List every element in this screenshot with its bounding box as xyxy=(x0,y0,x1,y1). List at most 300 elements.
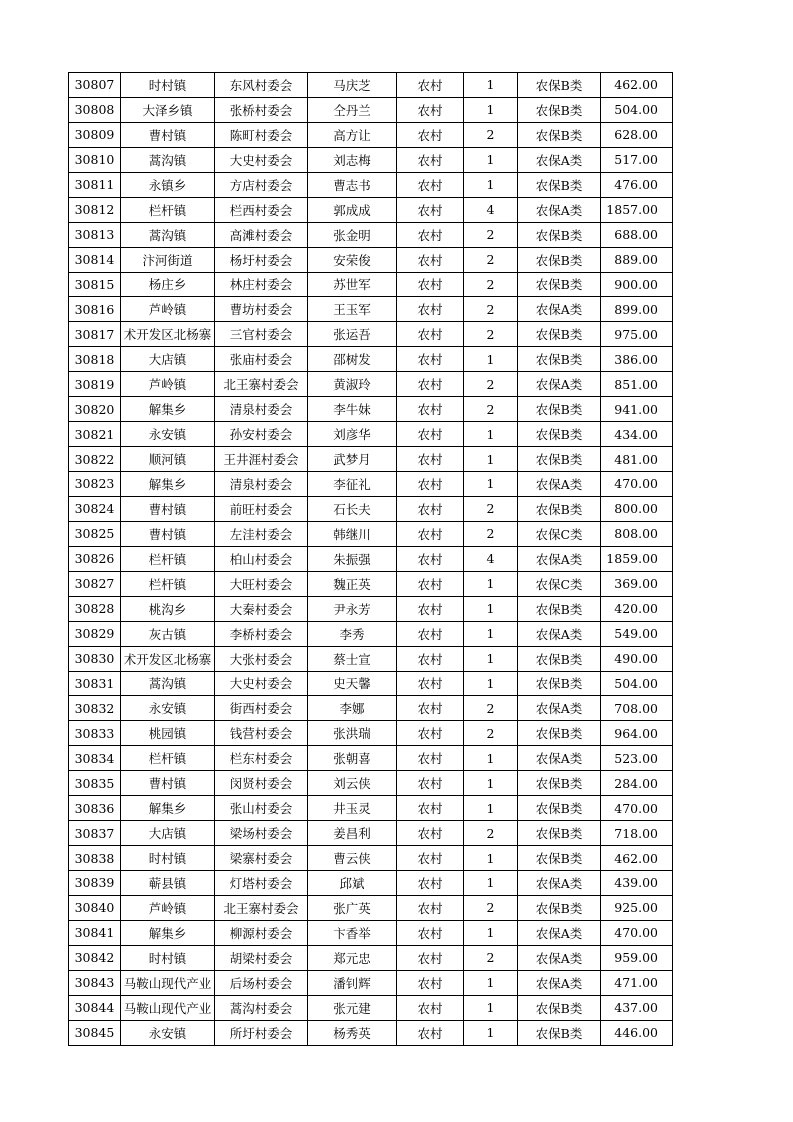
insurance-category-cell: 农保B类 xyxy=(518,247,601,272)
table-row xyxy=(69,197,673,222)
household-size-cell: 2 xyxy=(464,945,518,970)
record-id-cell: 30832 xyxy=(69,696,121,721)
town-cell: 永安镇 xyxy=(121,422,215,447)
person-name-cell: 李娜 xyxy=(308,696,397,721)
village-committee-cell: 林庄村委会 xyxy=(215,272,308,297)
table-row xyxy=(69,596,673,621)
household-size-cell: 4 xyxy=(464,197,518,222)
person-name-cell: 潘钊辉 xyxy=(308,970,397,995)
table-row xyxy=(69,447,673,472)
table-row xyxy=(69,821,673,846)
household-size-cell: 2 xyxy=(464,122,518,147)
amount-cell: 800.00 xyxy=(601,496,673,521)
table-row xyxy=(69,621,673,646)
person-name-cell: 石长夫 xyxy=(308,496,397,521)
amount-cell: 964.00 xyxy=(601,721,673,746)
town-cell: 芦岭镇 xyxy=(121,297,215,322)
insurance-category-cell: 农保A类 xyxy=(518,970,601,995)
household-type-cell: 农村 xyxy=(397,97,464,122)
village-committee-cell: 陈町村委会 xyxy=(215,122,308,147)
town-cell: 曹村镇 xyxy=(121,122,215,147)
record-id-cell: 30831 xyxy=(69,671,121,696)
amount-cell: 1859.00 xyxy=(601,546,673,571)
household-size-cell: 2 xyxy=(464,821,518,846)
person-name-cell: 史天馨 xyxy=(308,671,397,696)
town-cell: 栏杆镇 xyxy=(121,197,215,222)
village-committee-cell: 蒿沟村委会 xyxy=(215,995,308,1020)
table-row xyxy=(69,272,673,297)
person-name-cell: 王玉军 xyxy=(308,297,397,322)
amount-cell: 718.00 xyxy=(601,821,673,846)
record-id-cell: 30821 xyxy=(69,422,121,447)
insurance-category-cell: 农保A类 xyxy=(518,472,601,497)
household-size-cell: 4 xyxy=(464,546,518,571)
record-id-cell: 30824 xyxy=(69,496,121,521)
insurance-category-cell: 农保B类 xyxy=(518,347,601,372)
household-size-cell: 1 xyxy=(464,746,518,771)
household-type-cell: 农村 xyxy=(397,422,464,447)
record-id-cell: 30827 xyxy=(69,571,121,596)
household-size-cell: 1 xyxy=(464,621,518,646)
town-cell: 栏杆镇 xyxy=(121,746,215,771)
household-type-cell: 农村 xyxy=(397,546,464,571)
household-size-cell: 2 xyxy=(464,297,518,322)
household-type-cell: 农村 xyxy=(397,197,464,222)
insurance-category-cell: 农保A类 xyxy=(518,696,601,721)
village-committee-cell: 大张村委会 xyxy=(215,646,308,671)
household-size-cell: 1 xyxy=(464,846,518,871)
village-committee-cell: 北王寨村委会 xyxy=(215,895,308,920)
insurance-category-cell: 农保A类 xyxy=(518,372,601,397)
table-row xyxy=(69,871,673,896)
household-size-cell: 1 xyxy=(464,771,518,796)
person-name-cell: 郑元忠 xyxy=(308,945,397,970)
household-size-cell: 2 xyxy=(464,372,518,397)
household-type-cell: 农村 xyxy=(397,496,464,521)
amount-cell: 504.00 xyxy=(601,97,673,122)
table-row xyxy=(69,97,673,122)
amount-cell: 462.00 xyxy=(601,73,673,98)
household-type-cell: 农村 xyxy=(397,796,464,821)
town-cell: 曹村镇 xyxy=(121,521,215,546)
household-type-cell: 农村 xyxy=(397,521,464,546)
household-size-cell: 2 xyxy=(464,696,518,721)
household-size-cell: 1 xyxy=(464,646,518,671)
insurance-category-cell: 农保B类 xyxy=(518,846,601,871)
town-cell: 蕲县镇 xyxy=(121,871,215,896)
person-name-cell: 韩继川 xyxy=(308,521,397,546)
town-cell: 蒿沟镇 xyxy=(121,147,215,172)
record-id-cell: 30820 xyxy=(69,397,121,422)
person-name-cell: 张运吾 xyxy=(308,322,397,347)
household-size-cell: 1 xyxy=(464,571,518,596)
village-committee-cell: 左洼村委会 xyxy=(215,521,308,546)
village-committee-cell: 栏西村委会 xyxy=(215,197,308,222)
village-committee-cell: 后场村委会 xyxy=(215,970,308,995)
village-committee-cell: 清泉村委会 xyxy=(215,472,308,497)
amount-cell: 470.00 xyxy=(601,920,673,945)
town-cell: 时村镇 xyxy=(121,945,215,970)
household-type-cell: 农村 xyxy=(397,721,464,746)
household-type-cell: 农村 xyxy=(397,846,464,871)
amount-cell: 628.00 xyxy=(601,122,673,147)
amount-cell: 434.00 xyxy=(601,422,673,447)
village-committee-cell: 王井涯村委会 xyxy=(215,447,308,472)
amount-cell: 808.00 xyxy=(601,521,673,546)
household-size-cell: 1 xyxy=(464,1020,518,1045)
amount-cell: 549.00 xyxy=(601,621,673,646)
table-row xyxy=(69,372,673,397)
amount-cell: 470.00 xyxy=(601,796,673,821)
table-row xyxy=(69,122,673,147)
town-cell: 解集乡 xyxy=(121,397,215,422)
person-name-cell: 邱斌 xyxy=(308,871,397,896)
insurance-category-cell: 农保A类 xyxy=(518,871,601,896)
person-name-cell: 卞香举 xyxy=(308,920,397,945)
household-size-cell: 1 xyxy=(464,596,518,621)
table-row xyxy=(69,846,673,871)
record-id-cell: 30814 xyxy=(69,247,121,272)
person-name-cell: 武梦月 xyxy=(308,447,397,472)
person-name-cell: 刘彦华 xyxy=(308,422,397,447)
household-type-cell: 农村 xyxy=(397,272,464,297)
town-cell: 永镇乡 xyxy=(121,172,215,197)
village-committee-cell: 大秦村委会 xyxy=(215,596,308,621)
amount-cell: 439.00 xyxy=(601,871,673,896)
household-type-cell: 农村 xyxy=(397,147,464,172)
record-id-cell: 30823 xyxy=(69,472,121,497)
table-row xyxy=(69,571,673,596)
table-row xyxy=(69,172,673,197)
record-id-cell: 30812 xyxy=(69,197,121,222)
town-cell: 解集乡 xyxy=(121,472,215,497)
amount-cell: 688.00 xyxy=(601,222,673,247)
household-type-cell: 农村 xyxy=(397,895,464,920)
household-type-cell: 农村 xyxy=(397,671,464,696)
town-cell: 顺河镇 xyxy=(121,447,215,472)
insurance-category-cell: 农保C类 xyxy=(518,521,601,546)
town-cell: 大店镇 xyxy=(121,347,215,372)
table-row xyxy=(69,397,673,422)
insurance-category-cell: 农保B类 xyxy=(518,646,601,671)
record-id-cell: 30817 xyxy=(69,322,121,347)
village-committee-cell: 三官村委会 xyxy=(215,322,308,347)
household-size-cell: 2 xyxy=(464,272,518,297)
insurance-category-cell: 农保B类 xyxy=(518,596,601,621)
village-committee-cell: 梁场村委会 xyxy=(215,821,308,846)
village-committee-cell: 所圩村委会 xyxy=(215,1020,308,1045)
household-size-cell: 1 xyxy=(464,73,518,98)
person-name-cell: 安荣俊 xyxy=(308,247,397,272)
village-committee-cell: 街西村委会 xyxy=(215,696,308,721)
table-row xyxy=(69,970,673,995)
town-cell: 解集乡 xyxy=(121,796,215,821)
insurance-category-cell: 农保B类 xyxy=(518,322,601,347)
household-size-cell: 1 xyxy=(464,347,518,372)
record-id-cell: 30835 xyxy=(69,771,121,796)
record-id-cell: 30826 xyxy=(69,546,121,571)
record-id-cell: 30830 xyxy=(69,646,121,671)
village-committee-cell: 胡梁村委会 xyxy=(215,945,308,970)
village-committee-cell: 清泉村委会 xyxy=(215,397,308,422)
record-id-cell: 30845 xyxy=(69,1020,121,1045)
household-size-cell: 1 xyxy=(464,920,518,945)
person-name-cell: 郭成成 xyxy=(308,197,397,222)
insurance-category-cell: 农保B类 xyxy=(518,272,601,297)
household-type-cell: 农村 xyxy=(397,771,464,796)
household-size-cell: 2 xyxy=(464,721,518,746)
insurance-category-cell: 农保A类 xyxy=(518,546,601,571)
record-id-cell: 30825 xyxy=(69,521,121,546)
person-name-cell: 张金明 xyxy=(308,222,397,247)
record-id-cell: 30828 xyxy=(69,596,121,621)
household-type-cell: 农村 xyxy=(397,472,464,497)
village-committee-cell: 梁寨村委会 xyxy=(215,846,308,871)
table-row xyxy=(69,1020,673,1045)
household-type-cell: 农村 xyxy=(397,920,464,945)
table-row xyxy=(69,546,673,571)
insurance-category-cell: 农保C类 xyxy=(518,571,601,596)
household-size-cell: 1 xyxy=(464,871,518,896)
amount-cell: 284.00 xyxy=(601,771,673,796)
household-type-cell: 农村 xyxy=(397,871,464,896)
amount-cell: 889.00 xyxy=(601,247,673,272)
town-cell: 曹村镇 xyxy=(121,496,215,521)
person-name-cell: 李牛妹 xyxy=(308,397,397,422)
household-type-cell: 农村 xyxy=(397,222,464,247)
table-row xyxy=(69,521,673,546)
insurance-category-cell: 农保A类 xyxy=(518,621,601,646)
person-name-cell: 邵树发 xyxy=(308,347,397,372)
insurance-category-cell: 农保B类 xyxy=(518,671,601,696)
table-row xyxy=(69,920,673,945)
town-cell: 灰古镇 xyxy=(121,621,215,646)
person-name-cell: 朱振强 xyxy=(308,546,397,571)
table-row xyxy=(69,322,673,347)
record-id-cell: 30822 xyxy=(69,447,121,472)
amount-cell: 517.00 xyxy=(601,147,673,172)
town-cell: 蒿沟镇 xyxy=(121,671,215,696)
record-id-cell: 30811 xyxy=(69,172,121,197)
record-id-cell: 30819 xyxy=(69,372,121,397)
table-row xyxy=(69,147,673,172)
insurance-category-cell: 农保B类 xyxy=(518,721,601,746)
table-row xyxy=(69,895,673,920)
village-committee-cell: 闵贤村委会 xyxy=(215,771,308,796)
person-name-cell: 李秀 xyxy=(308,621,397,646)
household-size-cell: 2 xyxy=(464,222,518,247)
village-committee-cell: 方店村委会 xyxy=(215,172,308,197)
table-row xyxy=(69,995,673,1020)
person-name-cell: 马庆芝 xyxy=(308,73,397,98)
record-id-cell: 30834 xyxy=(69,746,121,771)
household-type-cell: 农村 xyxy=(397,297,464,322)
amount-cell: 369.00 xyxy=(601,571,673,596)
town-cell: 大泽乡镇 xyxy=(121,97,215,122)
amount-cell: 900.00 xyxy=(601,272,673,297)
table-row xyxy=(69,746,673,771)
insurance-category-cell: 农保A类 xyxy=(518,945,601,970)
village-committee-cell: 曹坊村委会 xyxy=(215,297,308,322)
record-id-cell: 30838 xyxy=(69,846,121,871)
household-type-cell: 农村 xyxy=(397,322,464,347)
town-cell: 术开发区北杨寨 xyxy=(121,322,215,347)
insurance-category-cell: 农保B类 xyxy=(518,222,601,247)
household-size-cell: 2 xyxy=(464,521,518,546)
table-row xyxy=(69,73,673,98)
person-name-cell: 蔡士宣 xyxy=(308,646,397,671)
amount-cell: 437.00 xyxy=(601,995,673,1020)
amount-cell: 470.00 xyxy=(601,472,673,497)
household-type-cell: 农村 xyxy=(397,821,464,846)
village-committee-cell: 北王寨村委会 xyxy=(215,372,308,397)
amount-cell: 386.00 xyxy=(601,347,673,372)
household-type-cell: 农村 xyxy=(397,73,464,98)
town-cell: 杨庄乡 xyxy=(121,272,215,297)
amount-cell: 481.00 xyxy=(601,447,673,472)
town-cell: 马鞍山现代产业 xyxy=(121,995,215,1020)
insurance-category-cell: 农保B类 xyxy=(518,97,601,122)
town-cell: 芦岭镇 xyxy=(121,372,215,397)
person-name-cell: 张元建 xyxy=(308,995,397,1020)
village-committee-cell: 张山村委会 xyxy=(215,796,308,821)
record-id-cell: 30815 xyxy=(69,272,121,297)
household-type-cell: 农村 xyxy=(397,172,464,197)
household-type-cell: 农村 xyxy=(397,122,464,147)
table-row xyxy=(69,347,673,372)
table-row xyxy=(69,496,673,521)
household-size-cell: 2 xyxy=(464,322,518,347)
insurance-category-cell: 农保B类 xyxy=(518,821,601,846)
town-cell: 栏杆镇 xyxy=(121,571,215,596)
household-type-cell: 农村 xyxy=(397,621,464,646)
household-type-cell: 农村 xyxy=(397,596,464,621)
village-committee-cell: 大史村委会 xyxy=(215,671,308,696)
insurance-category-cell: 农保B类 xyxy=(518,1020,601,1045)
household-type-cell: 农村 xyxy=(397,397,464,422)
person-name-cell: 刘志梅 xyxy=(308,147,397,172)
village-committee-cell: 杨圩村委会 xyxy=(215,247,308,272)
table-row xyxy=(69,671,673,696)
record-id-cell: 30842 xyxy=(69,945,121,970)
household-type-cell: 农村 xyxy=(397,746,464,771)
amount-cell: 925.00 xyxy=(601,895,673,920)
town-cell: 时村镇 xyxy=(121,73,215,98)
record-id-cell: 30844 xyxy=(69,995,121,1020)
amount-cell: 476.00 xyxy=(601,172,673,197)
person-name-cell: 曹志书 xyxy=(308,172,397,197)
insurance-category-cell: 农保B类 xyxy=(518,73,601,98)
town-cell: 解集乡 xyxy=(121,920,215,945)
household-size-cell: 1 xyxy=(464,671,518,696)
person-name-cell: 尹永芳 xyxy=(308,596,397,621)
insurance-category-cell: 农保B类 xyxy=(518,172,601,197)
town-cell: 汴河街道 xyxy=(121,247,215,272)
household-type-cell: 农村 xyxy=(397,447,464,472)
record-id-cell: 30809 xyxy=(69,122,121,147)
record-id-cell: 30808 xyxy=(69,97,121,122)
household-size-cell: 1 xyxy=(464,472,518,497)
household-size-cell: 2 xyxy=(464,895,518,920)
town-cell: 永安镇 xyxy=(121,1020,215,1045)
household-size-cell: 1 xyxy=(464,970,518,995)
household-type-cell: 农村 xyxy=(397,347,464,372)
amount-cell: 490.00 xyxy=(601,646,673,671)
insurance-category-cell: 农保A类 xyxy=(518,197,601,222)
town-cell: 蒿沟镇 xyxy=(121,222,215,247)
table-row xyxy=(69,646,673,671)
village-committee-cell: 灯塔村委会 xyxy=(215,871,308,896)
town-cell: 芦岭镇 xyxy=(121,895,215,920)
village-committee-cell: 大旺村委会 xyxy=(215,571,308,596)
record-id-cell: 30818 xyxy=(69,347,121,372)
person-name-cell: 高方让 xyxy=(308,122,397,147)
record-id-cell: 30833 xyxy=(69,721,121,746)
insurance-category-cell: 农保B类 xyxy=(518,422,601,447)
household-type-cell: 农村 xyxy=(397,372,464,397)
table-row xyxy=(69,247,673,272)
village-committee-cell: 前旺村委会 xyxy=(215,496,308,521)
insurance-category-cell: 农保B类 xyxy=(518,771,601,796)
person-name-cell: 张广英 xyxy=(308,895,397,920)
record-id-cell: 30836 xyxy=(69,796,121,821)
amount-cell: 462.00 xyxy=(601,846,673,871)
amount-cell: 941.00 xyxy=(601,397,673,422)
household-size-cell: 1 xyxy=(464,172,518,197)
table-row xyxy=(69,771,673,796)
amount-cell: 975.00 xyxy=(601,322,673,347)
village-committee-cell: 孙安村委会 xyxy=(215,422,308,447)
household-size-cell: 1 xyxy=(464,97,518,122)
household-type-cell: 农村 xyxy=(397,646,464,671)
household-size-cell: 1 xyxy=(464,796,518,821)
town-cell: 栏杆镇 xyxy=(121,546,215,571)
village-committee-cell: 柳源村委会 xyxy=(215,920,308,945)
amount-cell: 851.00 xyxy=(601,372,673,397)
town-cell: 桃沟乡 xyxy=(121,596,215,621)
household-size-cell: 2 xyxy=(464,247,518,272)
insurance-category-cell: 农保B类 xyxy=(518,397,601,422)
town-cell: 时村镇 xyxy=(121,846,215,871)
record-id-cell: 30841 xyxy=(69,920,121,945)
insurance-category-cell: 农保B类 xyxy=(518,796,601,821)
records-table xyxy=(68,72,673,1046)
town-cell: 术开发区北杨寨 xyxy=(121,646,215,671)
person-name-cell: 张朝喜 xyxy=(308,746,397,771)
insurance-category-cell: 农保B类 xyxy=(518,496,601,521)
record-id-cell: 30839 xyxy=(69,871,121,896)
insurance-category-cell: 农保A类 xyxy=(518,920,601,945)
amount-cell: 446.00 xyxy=(601,1020,673,1045)
insurance-category-cell: 农保B类 xyxy=(518,122,601,147)
village-committee-cell: 高滩村委会 xyxy=(215,222,308,247)
record-id-cell: 30837 xyxy=(69,821,121,846)
person-name-cell: 张洪瑞 xyxy=(308,721,397,746)
insurance-category-cell: 农保A类 xyxy=(518,147,601,172)
table-row xyxy=(69,696,673,721)
record-id-cell: 30829 xyxy=(69,621,121,646)
amount-cell: 471.00 xyxy=(601,970,673,995)
record-id-cell: 30843 xyxy=(69,970,121,995)
table-row xyxy=(69,222,673,247)
household-type-cell: 农村 xyxy=(397,696,464,721)
amount-cell: 899.00 xyxy=(601,297,673,322)
table-row xyxy=(69,422,673,447)
town-cell: 马鞍山现代产业 xyxy=(121,970,215,995)
village-committee-cell: 张桥村委会 xyxy=(215,97,308,122)
amount-cell: 959.00 xyxy=(601,945,673,970)
household-type-cell: 农村 xyxy=(397,995,464,1020)
